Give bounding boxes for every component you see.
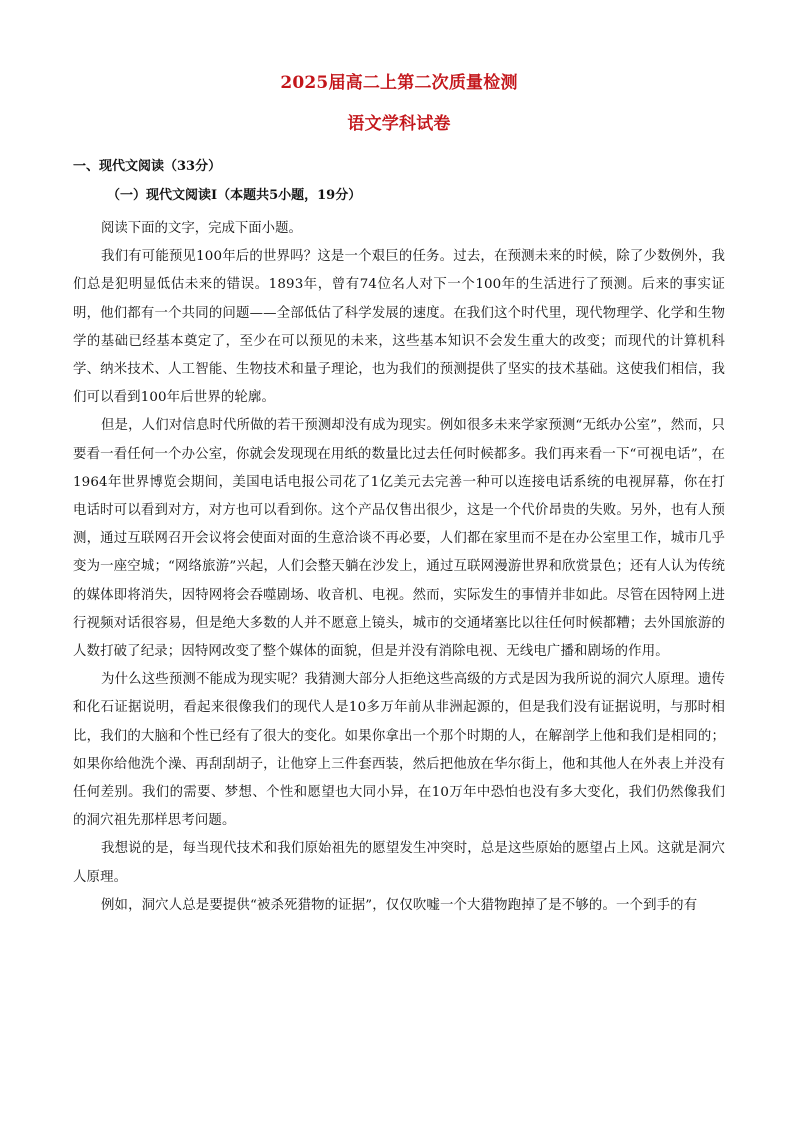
passage-paragraph: 但是，人们对信息时代所做的若干预测却没有成为现实。例如很多未来学家预测“无纸办公室”，然而，只要看一看任何一个办公室，你就会发现现在用纸的数量比过去任何时候都多。我们再来看一下“可视电话”，在1964年世界博览会期间，美国电话电报公司花了1亿美元去完善一种可以连接电话系统的电视屏幕，你在打电话时可以看到对方，对方也可以看到你。这个产品仅售出很少，这是一个代价昂贵的失败。另外，也有人预测，通过互联网召开会议将会使面对面的生意洽谈不再必要，人们都在家里而不是在办公室里工作，城市几乎变为一座空城；“网络旅游”兴起，人们会整天躺在沙发上，通过互联网漫游世界和欣赏景色；还有人认为传统的媒体即将消失，因特网将会吞噬剧场、收音机、电视。然而，实际发生的事情并非如此。尽管在因特网上进行视频对话很容易，但是绝大多数的人并不愿意上镜头，城市的交通堵塞比以往任何时候都糟；去外国旅游的人数打破了纪录；因特网改变了整个媒体的面貌，但是并没有消除电视、无线电广播和剧场的作用。: [73, 418, 725, 660]
passage-paragraph: 例如，洞穴人总是要提供“被杀死猎物的证据”，仅仅吹嘘一个大猎物跑掉了是不够的。一个到手的有: [101, 897, 698, 913]
subsection-heading: （一）现代文阅读Ⅰ（本题共5小题，19分）: [107, 188, 362, 203]
passage-paragraph: 我想说的是，每当现代技术和我们原始祖先的愿望发生冲突时，总是这些原始的愿望占上风。这就是洞穴人原理。: [73, 841, 725, 885]
reading-passage: [73, 243, 725, 920]
exam-title: 2025届高二上第二次质量检测: [280, 73, 518, 93]
passage-paragraph: 为什么这些预测不能成为现实呢？我猜测大部分人拒绝这些高级的方式是因为我所说的洞穴人原理。遗传和化石证据说明，看起来很像我们的现代人是10多万年前从非洲起源的，但是我们没有证据说明，与那时相比，我们的大脑和个性已经有了很大的变化。如果你拿出一个那个时期的人，在解剖学上他和我们是相同的；如果你给他洗个澡、再刮刮胡子，让他穿上三件套西装，然后把他放在华尔街上，他和其他人在外表上并没有任何差别。我们的需要、梦想、个性和愿望也大同小异，在10万年中恐怕也没有多大变化，我们仍然像我们的洞穴祖先那样思考问题。: [73, 672, 725, 829]
passage-paragraph: 我们有可能预见100年后的世界吗？这是一个艰巨的任务。过去，在预测未来的时候，除了少数例外，我们总是犯明显低估未来的错误。1893年，曾有74位名人对下一个100年的生活进行了预测。后来的事实证明，他们都有一个共同的问题——全部低估了科学发展的速度。在我们这个时代里，现代物理学、化学和生物学的基础已经基本奠定了，至少在可以预见的未来，这些基本知识不会发生重大的改变；而现代的计算机科学、纳米技术、人工智能、生物技术和量子理论，也为我们的预测提供了坚实的技术基础。这使我们相信，我们可以看到100年后世界的轮廓。: [73, 249, 725, 406]
section-heading: 一、现代文阅读（33分）: [73, 159, 222, 174]
reading-instruction: 阅读下面的文字，完成下面小题。: [101, 221, 302, 236]
exam-subtitle: 语文学科试卷: [347, 114, 451, 134]
